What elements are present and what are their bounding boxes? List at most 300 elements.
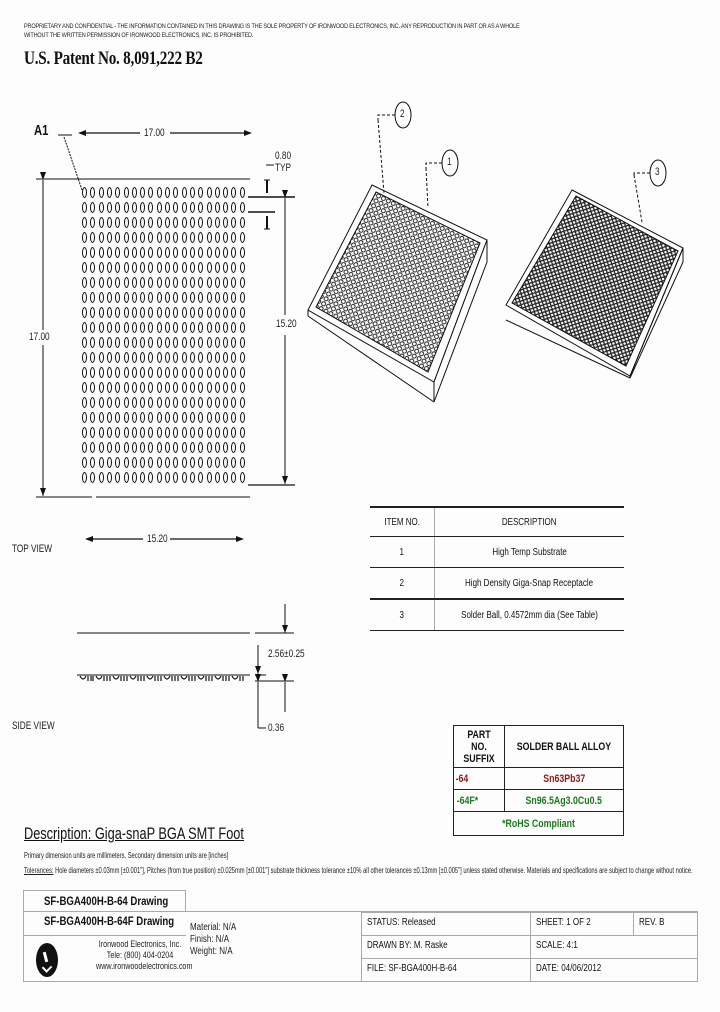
confidential-notice-line1: PROPRIETARY AND CONFIDENTIAL - THE INFORMATION CONTAINED IN THIS DRAWING IS THE SOLE PROPERTY OF IRONWOOD ELECTRONICS, INC. ANY REPRODUCTION IN PART OR AS A WHOLE	[24, 23, 520, 30]
sheet-cell	[530, 912, 634, 936]
bga-hole	[223, 457, 228, 468]
bga-hole	[198, 292, 203, 303]
bga-hole	[140, 382, 145, 393]
bga-hole	[207, 352, 212, 363]
bga-hole	[207, 247, 212, 258]
bga-hole	[115, 382, 120, 393]
bga-hole	[115, 217, 120, 228]
bga-hole	[231, 352, 236, 363]
bga-hole	[190, 442, 195, 453]
dim-side-height: 2.56±0.25	[268, 648, 305, 660]
bga-hole	[240, 247, 245, 258]
bga-hole	[115, 367, 120, 378]
bga-hole	[107, 217, 112, 228]
bga-hole	[190, 382, 195, 393]
bga-hole	[148, 187, 153, 198]
bga-hole	[207, 442, 212, 453]
bga-hole	[115, 427, 120, 438]
bga-hole	[99, 277, 104, 288]
bga-hole	[215, 292, 220, 303]
bga-hole	[198, 202, 203, 213]
bga-hole	[82, 292, 87, 303]
tolerances-note	[24, 866, 693, 875]
bga-hole	[148, 292, 153, 303]
weight-field: Weight: N/A	[190, 946, 233, 957]
bill-of-materials-table	[370, 506, 624, 631]
bga-hole	[124, 187, 129, 198]
bga-hole	[215, 427, 220, 438]
bga-hole	[82, 232, 87, 243]
bga-hole	[124, 367, 129, 378]
bga-hole	[99, 187, 104, 198]
bga-hole	[157, 352, 162, 363]
bga-hole	[107, 397, 112, 408]
bga-hole	[124, 307, 129, 318]
bga-hole	[132, 262, 137, 273]
drawn-by-cell	[361, 935, 531, 959]
bga-hole	[240, 262, 245, 273]
bga-hole	[231, 367, 236, 378]
bga-hole	[223, 397, 228, 408]
bga-hole	[190, 337, 195, 348]
bga-hole	[240, 457, 245, 468]
bga-hole	[240, 412, 245, 423]
bga-hole	[198, 367, 203, 378]
bga-hole	[190, 307, 195, 318]
bga-hole	[140, 292, 145, 303]
bga-hole	[124, 397, 129, 408]
bga-hole	[165, 442, 170, 453]
bga-hole	[132, 307, 137, 318]
bga-hole	[165, 232, 170, 243]
bga-hole	[157, 472, 162, 483]
bga-hole	[207, 367, 212, 378]
bga-hole	[165, 337, 170, 348]
bga-hole	[190, 292, 195, 303]
isometric-receptacle	[308, 185, 487, 402]
bga-hole	[107, 262, 112, 273]
bga-hole	[165, 217, 170, 228]
bga-hole	[182, 427, 187, 438]
company-phone: Tele: (800) 404-0204	[106, 950, 174, 960]
bga-hole	[132, 397, 137, 408]
bga-hole	[198, 322, 203, 333]
bga-hole	[231, 292, 236, 303]
patent-number: U.S. Patent No. 8,091,222 B2	[24, 48, 203, 69]
bga-hole	[148, 367, 153, 378]
bga-hole	[182, 367, 187, 378]
bga-hole	[215, 472, 220, 483]
table-row	[370, 537, 624, 568]
bga-hole	[215, 277, 220, 288]
bga-hole	[223, 442, 228, 453]
bga-hole	[173, 412, 178, 423]
bga-hole	[231, 307, 236, 318]
bga-hole	[90, 232, 95, 243]
bga-hole	[190, 202, 195, 213]
rev-cell	[633, 912, 698, 936]
bga-hole	[107, 307, 112, 318]
bga-hole	[82, 247, 87, 258]
bga-hole	[90, 367, 95, 378]
bga-hole-grid	[81, 186, 247, 486]
bga-hole	[132, 277, 137, 288]
bga-hole	[132, 352, 137, 363]
bga-hole	[140, 232, 145, 243]
bga-hole	[132, 367, 137, 378]
bga-hole	[124, 427, 129, 438]
bga-hole	[223, 262, 228, 273]
bga-hole	[165, 457, 170, 468]
bga-hole	[173, 337, 178, 348]
table-footnote-row	[454, 812, 624, 836]
bga-hole	[90, 277, 95, 288]
bga-hole	[148, 352, 153, 363]
bga-hole	[190, 322, 195, 333]
dim-ball-height: 0.36	[268, 722, 285, 734]
bga-hole	[182, 442, 187, 453]
bga-hole	[207, 382, 212, 393]
bga-hole	[190, 427, 195, 438]
solder-alloy-table	[453, 725, 624, 836]
bga-hole	[173, 322, 178, 333]
bga-hole	[90, 247, 95, 258]
bga-hole	[140, 277, 145, 288]
bga-hole	[215, 232, 220, 243]
part-suffix: -64F*	[456, 794, 479, 807]
bga-hole	[157, 247, 162, 258]
bga-hole	[115, 307, 120, 318]
bga-hole	[115, 187, 120, 198]
bga-hole	[82, 442, 87, 453]
finish-field: Finish: N/A	[190, 934, 230, 945]
a1-label: A1	[34, 122, 49, 139]
bga-hole	[215, 337, 220, 348]
bga-hole	[140, 412, 145, 423]
bga-hole	[148, 307, 153, 318]
bga-hole	[132, 457, 137, 468]
bga-hole	[157, 322, 162, 333]
isometric-solder-balls	[506, 190, 683, 378]
bga-hole	[182, 292, 187, 303]
bga-hole	[198, 352, 203, 363]
bga-hole	[182, 322, 187, 333]
bga-hole	[132, 292, 137, 303]
bga-hole	[240, 427, 245, 438]
bga-hole	[140, 307, 145, 318]
bga-hole	[231, 217, 236, 228]
bga-hole	[231, 457, 236, 468]
balloon-1: 1	[447, 156, 452, 168]
bga-hole	[231, 412, 236, 423]
bga-hole	[157, 337, 162, 348]
bga-hole	[99, 442, 104, 453]
bga-hole	[148, 322, 153, 333]
material-field: Material: N/A	[190, 922, 237, 933]
bga-hole	[223, 232, 228, 243]
bga-hole	[99, 292, 104, 303]
bga-hole	[124, 202, 129, 213]
bga-hole	[157, 262, 162, 273]
bga-hole	[231, 322, 236, 333]
file-value: FILE: SF-BGA400H-B-64	[367, 963, 457, 974]
bga-hole	[231, 472, 236, 483]
bga-hole	[240, 367, 245, 378]
bga-hole	[157, 442, 162, 453]
bga-hole	[207, 277, 212, 288]
drawing-name-64f: SF-BGA400H-B-64F Drawing	[44, 914, 175, 928]
bga-hole	[215, 352, 220, 363]
bga-hole	[182, 382, 187, 393]
item-number: 2	[399, 577, 405, 589]
bga-hole	[190, 367, 195, 378]
bga-hole	[182, 217, 187, 228]
title-block-company	[23, 935, 193, 982]
bga-hole	[82, 367, 87, 378]
bga-hole	[182, 232, 187, 243]
bga-hole	[190, 277, 195, 288]
bga-hole	[107, 412, 112, 423]
bga-hole	[240, 307, 245, 318]
bga-hole	[132, 217, 137, 228]
bga-hole	[90, 322, 95, 333]
bga-hole	[107, 322, 112, 333]
ironwood-logo-icon	[36, 943, 58, 977]
bga-hole	[207, 292, 212, 303]
bga-hole	[223, 247, 228, 258]
bga-hole	[132, 187, 137, 198]
bga-hole	[124, 292, 129, 303]
status-value: STATUS: Released	[367, 917, 436, 928]
bga-hole	[182, 307, 187, 318]
bga-hole	[223, 322, 228, 333]
bga-hole	[173, 307, 178, 318]
bga-hole	[132, 247, 137, 258]
bga-hole	[107, 427, 112, 438]
bga-hole	[107, 367, 112, 378]
bga-hole	[173, 382, 178, 393]
bga-hole	[223, 382, 228, 393]
rohs-footnote: *RoHS Compliant	[502, 817, 575, 830]
bga-hole	[190, 217, 195, 228]
bga-hole	[173, 472, 178, 483]
bga-hole	[198, 232, 203, 243]
bga-hole	[140, 187, 145, 198]
bga-hole	[231, 262, 236, 273]
bga-hole	[157, 277, 162, 288]
bga-hole	[90, 337, 95, 348]
bga-hole	[115, 322, 120, 333]
table-row	[370, 599, 624, 631]
bga-hole	[140, 202, 145, 213]
bga-hole	[90, 442, 95, 453]
bga-hole	[223, 427, 228, 438]
bga-hole	[107, 202, 112, 213]
bga-hole	[99, 202, 104, 213]
bga-hole	[165, 247, 170, 258]
bga-hole	[215, 247, 220, 258]
bga-hole	[115, 472, 120, 483]
bga-hole	[240, 217, 245, 228]
bga-hole	[182, 352, 187, 363]
drawn-by-value: DRAWN BY: M. Raske	[367, 940, 448, 951]
bga-hole	[198, 442, 203, 453]
bga-hole	[173, 427, 178, 438]
balloon-2: 2	[400, 108, 405, 120]
bga-hole	[132, 427, 137, 438]
bga-hole	[148, 232, 153, 243]
bga-hole	[90, 382, 95, 393]
bga-hole	[215, 442, 220, 453]
bga-hole	[82, 397, 87, 408]
top-view-label: TOP VIEW	[12, 543, 53, 555]
bga-hole	[157, 217, 162, 228]
bga-hole	[207, 337, 212, 348]
bga-hole	[90, 292, 95, 303]
bga-hole	[140, 322, 145, 333]
bga-hole	[90, 397, 95, 408]
bga-hole	[173, 232, 178, 243]
bga-hole	[124, 442, 129, 453]
bga-hole	[215, 217, 220, 228]
alloy-value: Sn96.5Ag3.0Cu0.5	[525, 794, 603, 807]
bga-hole	[198, 427, 203, 438]
bga-hole	[207, 322, 212, 333]
bga-hole	[124, 232, 129, 243]
bga-hole	[124, 337, 129, 348]
bga-hole	[90, 352, 95, 363]
bga-hole	[148, 247, 153, 258]
bga-hole	[223, 292, 228, 303]
bga-hole	[198, 397, 203, 408]
bga-hole	[215, 367, 220, 378]
bga-hole	[148, 262, 153, 273]
bga-hole	[124, 277, 129, 288]
bga-hole	[173, 247, 178, 258]
bga-hole	[157, 367, 162, 378]
company-name: Ironwood Electronics, Inc.	[98, 939, 182, 949]
status-cell	[361, 912, 531, 936]
bga-hole	[107, 187, 112, 198]
bga-hole	[165, 322, 170, 333]
bga-hole	[99, 307, 104, 318]
bga-hole	[240, 382, 245, 393]
rev-value: REV. B	[639, 917, 665, 928]
bga-hole	[148, 202, 153, 213]
bga-hole	[90, 412, 95, 423]
bga-hole	[190, 247, 195, 258]
bga-hole	[148, 412, 153, 423]
item-description: High Temp Substrate	[492, 546, 567, 558]
bga-hole	[82, 472, 87, 483]
description-title: Description: Giga-snaP BGA SMT Foot	[24, 824, 244, 843]
bga-hole	[240, 292, 245, 303]
bga-hole	[207, 397, 212, 408]
drawing-name-64: SF-BGA400H-B-64 Drawing	[44, 894, 169, 908]
bga-hole	[173, 397, 178, 408]
bga-hole	[165, 292, 170, 303]
bga-hole	[107, 277, 112, 288]
bga-hole	[157, 457, 162, 468]
bga-hole	[124, 322, 129, 333]
bga-hole	[82, 337, 87, 348]
bga-hole	[223, 367, 228, 378]
dim-array-height: 15.20	[276, 318, 297, 330]
bga-hole	[99, 427, 104, 438]
bga-hole	[99, 217, 104, 228]
company-website[interactable]: www.ironwoodelectronics.com	[96, 961, 193, 971]
bga-hole	[198, 472, 203, 483]
bga-hole	[207, 472, 212, 483]
bga-hole	[132, 382, 137, 393]
bga-hole	[140, 397, 145, 408]
dim-width-overall: 17.00	[144, 127, 165, 139]
bga-hole	[198, 187, 203, 198]
bga-hole	[107, 352, 112, 363]
bga-hole	[207, 307, 212, 318]
header-solder-alloy: SOLDER BALL ALLOY	[516, 740, 612, 753]
bga-hole	[198, 457, 203, 468]
bga-hole	[190, 472, 195, 483]
bga-hole	[215, 412, 220, 423]
part-suffix: -64	[455, 772, 469, 785]
bga-hole	[90, 427, 95, 438]
bga-hole	[198, 307, 203, 318]
bga-hole	[240, 352, 245, 363]
tolerances-label: Tolerances:	[24, 866, 54, 875]
bga-hole	[82, 202, 87, 213]
bga-hole	[173, 367, 178, 378]
bga-hole	[115, 337, 120, 348]
bga-hole	[231, 397, 236, 408]
side-view-balls	[80, 676, 243, 681]
bga-hole	[115, 457, 120, 468]
bga-hole	[223, 472, 228, 483]
bga-hole	[82, 187, 87, 198]
bga-hole	[148, 427, 153, 438]
bga-hole	[182, 472, 187, 483]
bga-hole	[90, 187, 95, 198]
tolerances-text: Hole diameters ±0.03mm [±0.001"], Pitches (from true position) ±0.025mm [±0.001"] substrate thickness tolerance ±10% all other tolerances ±0.13mm [±0.005"] unless stated otherwise. Materials and specifications are subject to change without notice.	[53, 866, 693, 875]
bga-hole	[207, 217, 212, 228]
bga-hole	[132, 232, 137, 243]
bga-hole	[124, 382, 129, 393]
bga-hole	[99, 247, 104, 258]
dim-height-overall: 17.00	[29, 331, 50, 343]
bga-hole	[165, 382, 170, 393]
bga-hole	[173, 187, 178, 198]
confidential-notice-line2: WITHOUT THE WRITTEN PERMISSION OF IRONWOOD ELECTRONICS, INC. IS PROHIBITED.	[24, 32, 254, 39]
bga-hole	[207, 262, 212, 273]
table-row	[454, 768, 624, 790]
bga-hole	[215, 187, 220, 198]
bga-hole	[215, 322, 220, 333]
bga-hole	[198, 217, 203, 228]
item-number: 1	[399, 546, 405, 558]
bga-hole	[82, 457, 87, 468]
bga-hole	[115, 232, 120, 243]
bga-hole	[90, 457, 95, 468]
bga-hole	[140, 352, 145, 363]
table-row	[370, 568, 624, 600]
bga-hole	[198, 412, 203, 423]
bga-hole	[140, 337, 145, 348]
bga-hole	[207, 202, 212, 213]
bga-hole	[115, 262, 120, 273]
bga-hole	[132, 472, 137, 483]
bga-hole	[124, 457, 129, 468]
bga-hole	[82, 322, 87, 333]
